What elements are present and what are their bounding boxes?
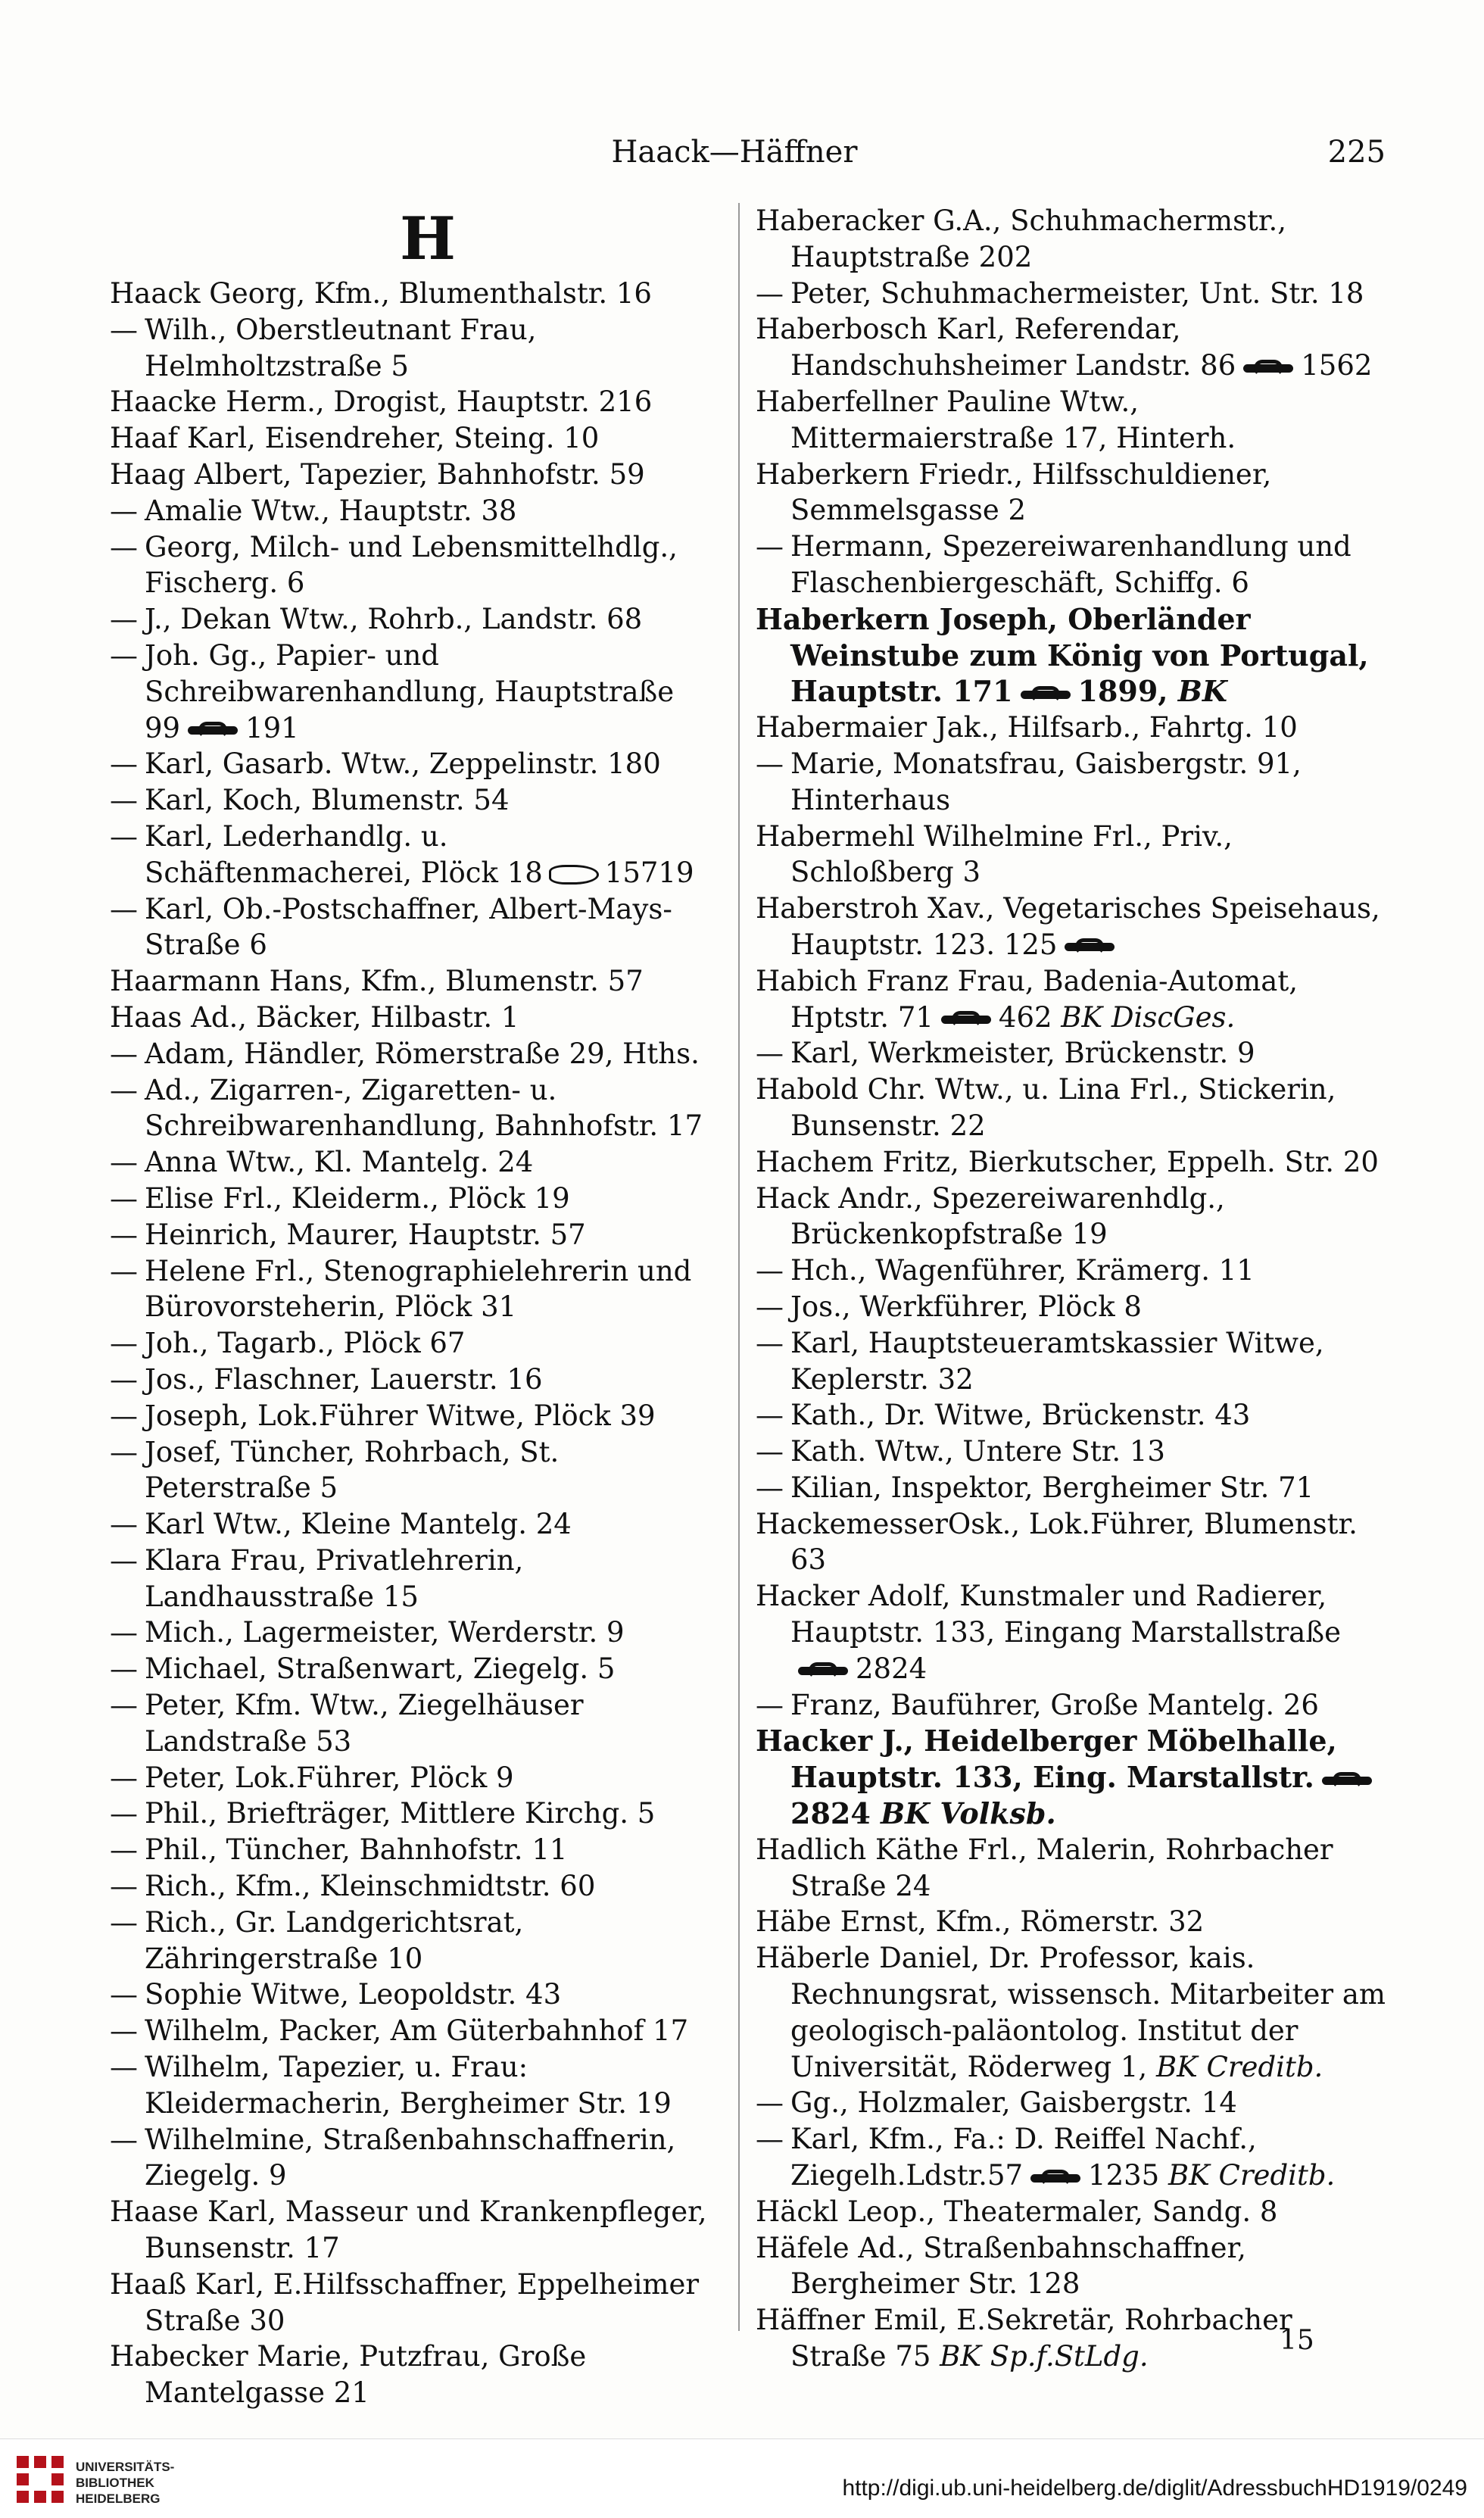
entry-text: Peter, Schuhmachermeister, Unt. Str. 18 <box>790 276 1364 310</box>
entry-text: Karl, Ob.-Postschaffner, Albert-Mays-Straße 6 <box>145 892 672 962</box>
directory-entry <box>756 1506 1395 1579</box>
directory-entry <box>110 1796 716 1832</box>
directory-entry <box>110 963 716 1000</box>
entry-text: HackemesserOsk., Lok.Führer, Blumenstr. 63 <box>756 1507 1358 1577</box>
entry-text: Haack Georg, Kfm., Blumenthalstr. 16 <box>110 277 652 310</box>
entry-text: Phil., Briefträger, Mittlere Kirchg. 5 <box>145 1797 656 1830</box>
ditto-dash: — <box>110 494 138 527</box>
entry-text: Kath. Wtw., Untere Str. 13 <box>790 1435 1165 1468</box>
entry-text: Haag Albert, Tapezier, Bahnhofstr. 59 <box>110 457 645 491</box>
directory-entry <box>756 1687 1395 1724</box>
entry-text: Hachem Fritz, Bierkutscher, Eppelh. Str. 20 <box>756 1145 1379 1178</box>
page-title: Haack—Häffner <box>611 135 858 170</box>
entry-text: Wilhelmine, Straßenbahnschaffnerin, Ziegelg. 9 <box>145 2123 676 2192</box>
phone-number: 1562 <box>1301 349 1373 382</box>
directory-entry <box>110 2013 716 2049</box>
library-logo-icon <box>17 2456 64 2503</box>
ditto-dash: — <box>756 1688 784 1721</box>
directory-entry <box>110 312 716 385</box>
entry-text: Habecker Marie, Putzfrau, Große Mantelgasse 21 <box>110 2340 587 2410</box>
directory-entry <box>110 1977 716 2013</box>
directory-entry <box>756 1940 1395 2085</box>
directory-entry <box>110 276 716 312</box>
ditto-dash: — <box>110 819 138 853</box>
directory-entry <box>756 1144 1395 1181</box>
entry-text: Anna Wtw., Kl. Mantelg. 24 <box>145 1146 534 1179</box>
directory-entry <box>756 1072 1395 1144</box>
ditto-dash: — <box>110 892 138 925</box>
ditto-dash: — <box>110 2051 138 2084</box>
telephone-icon <box>1322 1772 1372 1789</box>
directory-entry <box>110 891 716 964</box>
directory-entry <box>110 1434 716 1507</box>
viewer-footer <box>0 2438 1484 2518</box>
ditto-dash: — <box>756 1435 784 1468</box>
directory-entry <box>110 1325 716 1362</box>
directory-entry <box>110 2122 716 2195</box>
ditto-dash: — <box>110 784 138 817</box>
directory-entry <box>756 2194 1395 2230</box>
directory-entry <box>110 1687 716 1760</box>
directory-entry <box>756 746 1395 819</box>
signature-mark: 15 <box>1280 2325 1314 2356</box>
directory-entry <box>756 891 1395 963</box>
entry-text: J., Dekan Wtw., Rohrb., Landstr. 68 <box>145 603 643 636</box>
entry-text: Haberacker G.A., Schuhmachermstr., Hauptstraße 202 <box>756 204 1287 273</box>
directory-entry <box>756 1723 1395 1831</box>
phone-number: 15719 <box>604 856 694 889</box>
entry-text: Karl Wtw., Kleine Mantelg. 24 <box>145 1508 572 1541</box>
entry-text: Joseph, Lok.Führer Witwe, Plöck 39 <box>145 1399 656 1432</box>
directory-entry <box>110 1181 716 1217</box>
directory-entry <box>110 1868 716 1905</box>
entry-text: Häfele Ad., Straßenbahnschaffner, Bergheimer Str. 128 <box>756 2231 1246 2301</box>
directory-entry <box>756 203 1395 276</box>
entry-text: Elise Frl., Kleiderm., Plöck 19 <box>145 1181 570 1215</box>
post-horn-icon <box>549 865 599 885</box>
directory-entry <box>756 1578 1395 1686</box>
directory-entry <box>110 457 716 493</box>
directory-entry <box>756 1434 1395 1470</box>
ditto-dash: — <box>110 1797 138 1830</box>
entry-text: Hack Andr., Spezereiwarenhdlg., Brückenkopfstraße 19 <box>756 1181 1225 1251</box>
directory-entry <box>110 2267 716 2339</box>
ditto-dash: — <box>110 530 138 563</box>
entry-text: Michael, Straßenwart, Ziegelg. 5 <box>145 1652 616 1686</box>
ditto-dash: — <box>110 1616 138 1649</box>
directory-entry <box>110 1651 716 1687</box>
bank-account-note: BK DiscGes. <box>1052 1000 1236 1034</box>
directory-entry <box>110 782 716 819</box>
phone-number: 1235 <box>1088 2159 1160 2192</box>
entry-text: Jos., Werkführer, Plöck 8 <box>790 1290 1142 1323</box>
ditto-dash: — <box>110 1833 138 1867</box>
directory-entry <box>756 601 1395 710</box>
entry-text: Häbe Ernst, Kfm., Römerstr. 32 <box>756 1905 1205 1939</box>
bank-account-note: BK Sp.f.StLdg. <box>931 2340 1149 2373</box>
directory-entry <box>110 1615 716 1651</box>
telephone-icon <box>941 1011 991 1028</box>
ditto-dash: — <box>110 2123 138 2156</box>
bank-account-note: BK Creditb. <box>1159 2159 1336 2192</box>
entry-text: Karl, Kfm., Fa.: D. Reiffel Nachf., Ziegelh.Ldstr.57 <box>790 2123 1257 2192</box>
ditto-dash: — <box>110 747 138 781</box>
entry-text: Adam, Händler, Römerstraße 29, Hths. <box>145 1037 700 1070</box>
directory-entry <box>756 819 1395 891</box>
directory-entry <box>756 2085 1395 2121</box>
telephone-icon <box>188 722 238 738</box>
telephone-icon <box>1021 686 1071 703</box>
directory-entry <box>756 276 1395 312</box>
entry-text: Karl, Koch, Blumenstr. 54 <box>145 784 510 817</box>
entry-text: Kath., Dr. Witwe, Brückenstr. 43 <box>790 1399 1251 1432</box>
right-column <box>756 203 1395 2375</box>
entry-text: Rich., Kfm., Kleinschmidtstr. 60 <box>145 1870 596 1903</box>
phone-number: 191 <box>245 711 299 744</box>
directory-entry <box>110 1217 716 1253</box>
ditto-dash: — <box>110 1761 138 1794</box>
directory-entry <box>110 1000 716 1036</box>
entry-text: Haas Ad., Bäcker, Hilbastr. 1 <box>110 1000 519 1034</box>
ditto-dash: — <box>110 1978 138 2011</box>
entry-text: Sophie Witwe, Leopoldstr. 43 <box>145 1978 562 2011</box>
entry-text: Haacke Herm., Drogist, Hauptstr. 216 <box>110 385 653 419</box>
entry-text: Habich Franz Frau, Badenia-Automat, Hptstr. 71 <box>756 964 1298 1034</box>
bank-account-note: BK Creditb. <box>1147 2050 1323 2083</box>
ditto-dash: — <box>110 1399 138 1432</box>
phone-number: 2824 <box>856 1652 928 1685</box>
entry-text: Gg., Holzmaler, Gaisbergstr. 14 <box>790 2086 1237 2120</box>
entry-text: Karl, Lederhandlg. u. Schäftenmacherei, Plöck 18 <box>145 819 543 889</box>
directory-entry <box>110 1543 716 1615</box>
entry-text: Franz, Bauführer, Große Mantelg. 26 <box>790 1688 1319 1721</box>
ditto-dash: — <box>110 638 138 672</box>
directory-entry <box>756 1904 1395 1940</box>
directory-entry <box>110 638 716 746</box>
entry-text: Mich., Lagermeister, Werderstr. 9 <box>145 1616 625 1649</box>
entry-text: Haberkern Friedr., Hilfsschuldiener, Semmelsgasse 2 <box>756 457 1272 527</box>
ditto-dash: — <box>110 1327 138 1360</box>
entry-text: Rich., Gr. Landgerichtsrat, Zähringerstraße 10 <box>145 1905 524 1975</box>
entry-text: Marie, Monatsfrau, Gaisbergstr. 91, Hinterhaus <box>790 747 1302 816</box>
entry-text: Amalie Wtw., Hauptstr. 38 <box>145 494 517 527</box>
entry-text: Häffner Emil, E.Sekretär, Rohrbacher Straße 75 <box>756 2304 1292 2373</box>
entry-text: Haberstroh Xav., Vegetarisches Speisehaus, Hauptstr. 123. 125 <box>756 892 1380 961</box>
entry-text: Habermaier Jak., Hilfsarb., Fahrtg. 10 <box>756 711 1298 744</box>
entry-text: Klara Frau, Privatlehrerin, Landhausstraße 15 <box>145 1543 524 1613</box>
telephone-icon <box>1030 2170 1080 2186</box>
entry-text: Joh. Gg., Papier- und Schreibwarenhandlung, Hauptstraße 99 <box>145 638 675 744</box>
entry-text: Karl, Werkmeister, Brückenstr. 9 <box>790 1037 1255 1070</box>
entry-text: Hacker Adolf, Kunstmaler und Radierer, Hauptstr. 133, Eingang Marstallstraße <box>756 1580 1341 1649</box>
entry-text: Hadlich Käthe Frl., Malerin, Rohrbacher Straße 24 <box>756 1833 1333 1902</box>
entry-text: Haberkern Joseph, Oberländer Weinstube zum König von Portugal, Hauptstr. 171 <box>756 601 1369 709</box>
ditto-dash: — <box>756 2123 784 2156</box>
ditto-dash: — <box>756 1254 784 1287</box>
directory-entry <box>110 746 716 782</box>
entry-text: Habold Chr. Wtw., u. Lina Frl., Stickerin, Bunsenstr. 22 <box>756 1073 1336 1142</box>
entry-text: Georg, Milch- und Lebensmittelhdlg., Fischerg. 6 <box>145 530 678 600</box>
directory-entry <box>756 1325 1395 1398</box>
source-url-link[interactable]: http://digi.ub.uni-heidelberg.de/diglit/AdressbuchHD1919/0249 <box>842 2476 1467 2501</box>
entry-text: Haaf Karl, Eisendreher, Steing. 10 <box>110 422 600 455</box>
ditto-dash: — <box>110 1218 138 1251</box>
directory-entry <box>110 1506 716 1543</box>
library-name: UNIVERSITÄTS- BIBLIOTHEK HEIDELBERG <box>76 2460 175 2506</box>
ditto-dash: — <box>110 1508 138 1541</box>
directory-entry <box>110 1905 716 1977</box>
phone-number: 2824 <box>790 1796 871 1831</box>
entry-text: Hch., Wagenführer, Krämerg. 11 <box>790 1254 1255 1287</box>
entry-text: Wilh., Oberstleutnant Frau, Helmholtzstraße 5 <box>145 313 537 382</box>
directory-entry <box>756 384 1395 457</box>
ditto-dash: — <box>110 603 138 636</box>
directory-entry <box>756 457 1395 529</box>
ditto-dash: — <box>756 1290 784 1323</box>
entry-text: Karl, Gasarb. Wtw., Zeppelinstr. 180 <box>145 747 661 781</box>
directory-entry <box>756 1289 1395 1325</box>
directory-entry <box>110 1760 716 1796</box>
ditto-dash: — <box>756 1471 784 1504</box>
entry-text: Peter, Lok.Führer, Plöck 9 <box>145 1761 514 1794</box>
ditto-dash: — <box>756 1399 784 1432</box>
running-header <box>0 135 1484 180</box>
ditto-dash: — <box>110 1905 138 1939</box>
page-number: 225 <box>1327 135 1386 170</box>
ditto-dash: — <box>110 1073 138 1106</box>
directory-entry <box>756 1253 1395 1289</box>
ditto-dash: — <box>110 1435 138 1468</box>
ditto-dash: — <box>756 276 784 310</box>
directory-entry <box>110 1144 716 1181</box>
ditto-dash: — <box>110 313 138 346</box>
directory-entry <box>110 1398 716 1434</box>
entry-text: Karl, Hauptsteueramtskassier Witwe, Keplerstr. 32 <box>790 1326 1324 1396</box>
directory-entry <box>756 2230 1395 2303</box>
entry-text: Hacker J., Heidelberger Möbelhalle, Hauptstr. 133, Eing. Marstallstr. <box>756 1724 1337 1795</box>
directory-entry <box>110 2049 716 2122</box>
ditto-dash: — <box>756 530 784 563</box>
ditto-dash: — <box>110 1254 138 1287</box>
entry-text: Habermehl Wilhelmine Frl., Priv., Schloßberg 3 <box>756 819 1233 889</box>
phone-number: 1899, <box>1077 674 1168 709</box>
entry-text: Häckl Leop., Theatermaler, Sandg. 8 <box>756 2195 1278 2228</box>
entry-text: Haberbosch Karl, Referendar, Handschuhsheimer Landstr. 86 <box>756 313 1236 382</box>
column-divider <box>738 203 740 2331</box>
entry-text: Haaß Karl, E.Hilfsschaffner, Eppelheimer Straße 30 <box>110 2267 700 2337</box>
phone-number: 462 <box>998 1000 1052 1034</box>
directory-entry <box>756 2121 1395 2194</box>
directory-entry <box>110 493 716 529</box>
directory-entry <box>756 1470 1395 1506</box>
ditto-dash: — <box>756 2086 784 2120</box>
ditto-dash: — <box>756 747 784 780</box>
directory-entry <box>110 420 716 457</box>
entry-text: Phil., Tüncher, Bahnhofstr. 11 <box>145 1833 568 1867</box>
telephone-icon <box>798 1662 848 1679</box>
entry-text: Ad., Zigarren-, Zigaretten- u. Schreibwarenhandlung, Bahnhofstr. 17 <box>145 1073 703 1143</box>
entry-text: Haberfellner Pauline Wtw., Mittermaierstraße 17, Hinterh. <box>756 385 1236 454</box>
entry-text: Wilhelm, Tapezier, u. Frau: Kleidermacherin, Bergheimer Str. 19 <box>145 2051 672 2120</box>
directory-entry <box>110 1362 716 1398</box>
entry-text: Heinrich, Maurer, Hauptstr. 57 <box>145 1218 586 1251</box>
bank-account-note: BK Volksb. <box>870 1796 1056 1831</box>
directory-entry <box>110 384 716 420</box>
entry-text: Haarmann Hans, Kfm., Blumenstr. 57 <box>110 965 644 998</box>
entry-text: Hermann, Spezereiwarenhandlung und Flaschenbiergeschäft, Schiffg. 6 <box>790 530 1352 599</box>
ditto-dash: — <box>110 1652 138 1686</box>
directory-entry <box>756 710 1395 746</box>
directory-entry <box>756 1832 1395 1905</box>
left-column <box>110 203 716 2411</box>
entry-text: Helene Frl., Stenographielehrerin und Bürovorsteherin, Plöck 31 <box>145 1254 692 1324</box>
section-letter: H <box>400 204 456 273</box>
directory-entry <box>110 1832 716 1868</box>
ditto-dash: — <box>110 1870 138 1903</box>
directory-entry <box>110 1036 716 1072</box>
entry-text: Jos., Flaschner, Lauerstr. 16 <box>145 1362 543 1396</box>
directory-entry <box>110 601 716 638</box>
ditto-dash: — <box>110 1543 138 1577</box>
ditto-dash: — <box>756 1037 784 1070</box>
ditto-dash: — <box>110 1689 138 1722</box>
entry-text: Joh., Tagarb., Plöck 67 <box>145 1327 466 1360</box>
entry-text: Haase Karl, Masseur und Krankenpfleger, Bunsenstr. 17 <box>110 2195 707 2265</box>
directory-entry <box>110 2194 716 2267</box>
directory-entry <box>756 529 1395 601</box>
entry-text: Häberle Daniel, Dr. Professor, kais. Rechnungsrat, wissensch. Mitarbeiter am geologisch-paläontolog. Institut der Universität, Röderweg 1, <box>756 1942 1386 2083</box>
entry-text: Peter, Kfm. Wtw., Ziegelhäuser Landstraße 53 <box>145 1689 584 1758</box>
entry-text: Wilhelm, Packer, Am Güterbahnhof 17 <box>145 2014 689 2048</box>
telephone-icon <box>1243 360 1293 376</box>
ditto-dash: — <box>110 1146 138 1179</box>
ditto-dash: — <box>756 1326 784 1359</box>
entry-text: Kilian, Inspektor, Bergheimer Str. 71 <box>790 1471 1314 1504</box>
ditto-dash: — <box>110 1181 138 1215</box>
directory-entry <box>756 311 1395 384</box>
directory-entry <box>756 1181 1395 1253</box>
telephone-icon <box>1065 938 1115 955</box>
directory-entry <box>756 1035 1395 1072</box>
directory-entry <box>110 819 716 891</box>
ditto-dash: — <box>110 2014 138 2048</box>
directory-entry <box>110 1253 716 1326</box>
entry-text: Josef, Tüncher, Rohrbach, St. Peterstraße 5 <box>145 1435 560 1505</box>
directory-entry <box>756 963 1395 1036</box>
directory-entry <box>110 2339 716 2411</box>
ditto-dash: — <box>110 1362 138 1396</box>
ditto-dash: — <box>110 1037 138 1070</box>
bank-account-note: BK <box>1168 674 1227 709</box>
directory-entry <box>110 1072 716 1145</box>
directory-entry <box>756 1397 1395 1434</box>
directory-entry <box>110 529 716 602</box>
